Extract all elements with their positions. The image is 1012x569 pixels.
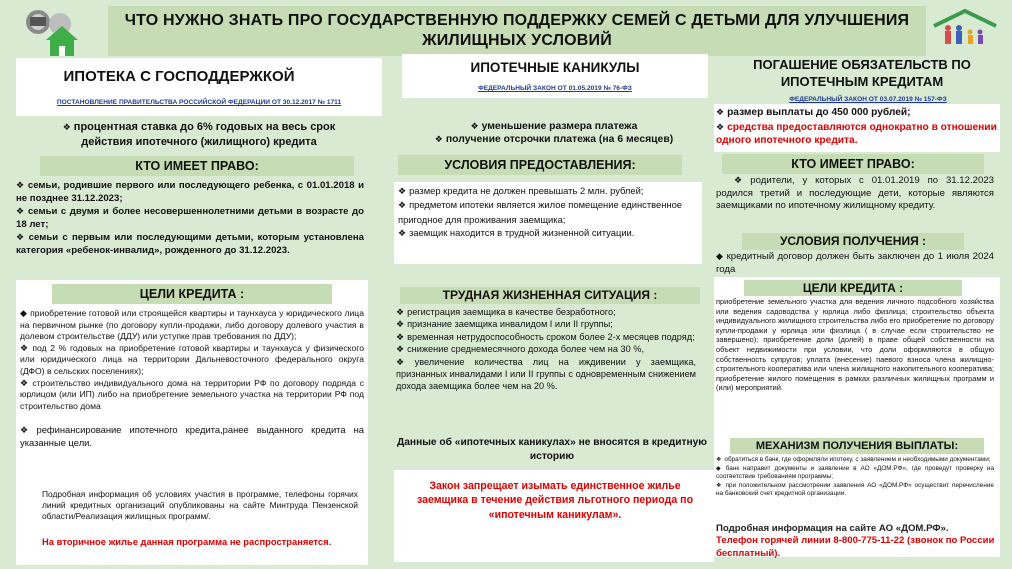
list-item: ❖ строительство индивидуального дома на территории РФ по договору подряда с юрлицом (или ИП) либо на приобретение земельного участка на территории РФ под строительство дома	[20, 377, 364, 411]
col2-title-box	[402, 54, 708, 98]
list-item: ❖ временная нетрудоспособность сроком более 2-х месяцев подряд;	[396, 331, 695, 342]
col3-title-line2: ИПОТЕЧНЫМ КРЕДИТАМ	[780, 74, 944, 89]
list-item: ❖ регистрация заемщика в качестве безработного;	[396, 307, 616, 317]
col3-law: ФЕДЕРАЛЬНЫЙ ЗАКОН ОТ 03.07.2019 № 157-ФЗ	[789, 96, 947, 103]
col2-hard-title: ТРУДНАЯ ЖИЗНЕННАЯ СИТУАЦИЯ :	[442, 288, 658, 302]
col1-rate	[16, 120, 382, 150]
diamond-icon: ❖	[20, 377, 30, 388]
col3-contacts	[716, 523, 996, 560]
diamond-icon: ❖	[20, 342, 30, 353]
col3-mech-list	[716, 456, 994, 499]
col3-amount-value: до 450 000 рублей;	[815, 107, 911, 118]
list-item: ❖ под 2 % годовых на приобретение готовой квартиры и таунхауса у физического или юридического лица на территории Дальневосточного федерального округа (ДФО) в сельских поселениях);	[20, 342, 364, 376]
diamond-icon: ❖	[398, 228, 407, 239]
list-item: ❖ признание заемщика инвалидом I или II группы;	[396, 319, 613, 330]
diamond-icon: ❖	[396, 344, 405, 355]
col3-contact-line2: Телефон горячей линии 8-800-775-11-22 (звонок по России бесплатный).	[716, 535, 995, 559]
col2-hard-list	[396, 306, 696, 393]
col3-who-text: ❖ родители, у которых с 01.01.2019 по 31.12.2023 родился третий и последующие дети, которые являются заемщиками по ипотечному жилищному кредиту.	[716, 175, 994, 212]
col2-benefit-1: уменьшение размера платежа	[481, 121, 638, 132]
diamond-icon: ◆	[20, 308, 28, 318]
diamond-icon: ❖	[470, 121, 479, 131]
col1-goals-list	[20, 308, 364, 449]
col3-cond-title: УСЛОВИЯ ПОЛУЧЕНИЯ :	[779, 234, 927, 248]
col1-title: ИПОТЕКА С ГОСПОДДЕРЖКОЙ	[63, 68, 295, 85]
col3-title-line1: ПОГАШЕНИЕ ОБЯЗАТЕЛЬСТВ ПО	[753, 57, 971, 72]
list-item: ❖ рефинансирование ипотечного кредита,ранее выданного кредита на указанные цели.	[20, 424, 364, 448]
col3-who-title: КТО ИМЕЕТ ПРАВО:	[791, 157, 915, 171]
diamond-icon: ❖	[20, 425, 34, 436]
left-logo	[16, 6, 94, 58]
diamond-icon: ❖	[434, 134, 443, 144]
page-title-line1: ЧТО НУЖНО ЗНАТЬ ПРО ГОСУДАРСТВЕННУЮ ПОДДЕРЖКУ СЕМЕЙ С ДЕТЬМИ ДЛЯ УЛУЧШЕНИЯ	[124, 12, 910, 29]
list-item: ❖ увеличение количества лиц на иждивении у заемщика, признанных инвалидами I или II группы с одновременным снижением дохода заемщика более чем на 20 %.	[396, 356, 696, 392]
col2-benefit-2: получение отсрочки платежа (на 6 месяцев)	[445, 134, 674, 145]
diamond-icon: ❖	[16, 180, 25, 190]
col1-rate-line2: действия ипотечного (жилищного) кредита	[81, 136, 317, 148]
diamond-icon: ❖	[396, 356, 412, 367]
col2-cond-list	[394, 182, 702, 264]
col3-cond-bar	[742, 233, 964, 250]
col2-benefits	[396, 120, 712, 146]
diamond-icon: ❖	[716, 122, 725, 132]
list-item: ❖ семьи с первым или последующими детьми, которым установлена категория «ребенок-инвалид», рожденного до 31.12.2023.	[16, 232, 364, 256]
col2-law-warning: Закон запрещает изымать единственное жилье заемщика в течение действия льготного периода по «ипотечным каникулам».	[416, 480, 694, 521]
list-item: ◆ банк направит документы и заявление в АО «ДОМ.РФ», где проведут проверку на соответствие требованиям программы;	[716, 464, 994, 481]
col3-who-bar	[722, 154, 984, 174]
list-item: ❖ семьи с двумя и более несовершеннолетними детьми в возрасте до 18 лет;	[16, 206, 364, 230]
diamond-icon: ◆	[716, 251, 724, 261]
diamond-icon: ❖	[16, 232, 26, 243]
list-item: ❖ предметом ипотеки является жилое помещение единственное пригодное для проживания заемщика;	[398, 199, 683, 225]
diamond-icon: ❖	[398, 186, 407, 196]
list-item: ❖ размер кредита не должен превышать 2 млн. рублей;	[398, 185, 644, 196]
col3-goals-title: ЦЕЛИ КРЕДИТА :	[802, 281, 904, 295]
page-title	[108, 6, 926, 56]
col3-mech-bar	[730, 438, 984, 454]
col1-who-title: КТО ИМЕЕТ ПРАВО:	[135, 159, 259, 173]
col2-law: ФЕДЕРАЛЬНЫЙ ЗАКОН ОТ 01.05.2019 № 76-ФЗ	[478, 85, 632, 92]
col3-amount-label: размер выплаты	[727, 107, 814, 118]
col2-title: ИПОТЕЧНЫЕ КАНИКУЛЫ	[470, 60, 640, 75]
col1-law: ПОСТАНОВЛЕНИЕ ПРАВИТЕЛЬСТВА РОССИЙСКОЙ ФЕДЕРАЦИИ ОТ 30.12.2017 № 1711	[56, 99, 342, 106]
col1-rate-line1: процентная ставка до 6% годовых на весь срок	[73, 121, 336, 133]
diamond-icon: ❖	[716, 457, 722, 463]
col1-title-box	[16, 58, 382, 116]
list-item: ❖ заемщик находится в трудной жизненной ситуации.	[398, 227, 635, 239]
diamond-icon: ❖	[716, 107, 725, 117]
diamond-icon: ❖	[396, 331, 405, 342]
col3-amount	[716, 106, 1000, 147]
col2-hard-bar	[400, 287, 700, 304]
col1-who-bar	[40, 156, 354, 176]
col3-mech-title: МЕХАНИЗМ ПОЛУЧЕНИЯ ВЫПЛАТЫ:	[755, 440, 959, 452]
col3-cond-text: ◆ кредитный договор должен быть заключен до 1 июля 2024 года	[716, 251, 995, 275]
list-item: ❖ семьи, родившие первого или последующего ребенка, с 01.01.2018 и не позднее 31.12.2023;	[16, 180, 364, 204]
col3-title	[724, 56, 1000, 90]
col1-goals-title: ЦЕЛИ КРЕДИТА :	[139, 287, 245, 301]
col1-goals-bar	[52, 284, 332, 304]
diamond-icon: ◆	[716, 465, 723, 472]
col1-warning: На вторичное жилье данная программа не распространяется.	[42, 536, 332, 547]
col3-goals-bar	[744, 280, 962, 296]
col1-who-list	[16, 179, 364, 258]
list-item: ❖ снижение среднемесячного дохода более чем на 30 %,	[396, 344, 645, 355]
col3-goals-text: приобретение земельного участка для ведения личного подсобного хозяйства или ведения садоводства у юрлица либо физлица; строительство объекта индивидуального жилищного строительства либо его приобретение по договору купли-продажи у юрлица или физлица ( в случае если строительство не завершено); приобретение доли (долей) в праве общей собственности на объект недвижимости при условии, что доли оформляются в общую собственность супругов; уплата (внесение) паевого взноса члена жилищно-строительного кооператива или члена жилищного накопительного кооператива; приобретение жилого помещения в рамках различных жилищных программ и (или) мероприятий.	[716, 297, 994, 393]
page-title-line2: ЖИЛИЩНЫХ УСЛОВИЙ	[422, 32, 612, 49]
diamond-icon: ❖	[716, 482, 723, 489]
col2-cond-title: УСЛОВИЯ ПРЕДОСТАВЛЕНИЯ:	[444, 158, 636, 172]
right-family-logo	[930, 8, 1000, 48]
col3-once: средства предоставляются однократно в отношении одного ипотечного кредита.	[716, 122, 997, 146]
list-item: ◆ приобретение готовой или строящейся квартиры и таунхауса у юридического лица на первичном рынке (по договору купли-продажи, либо договору долевого участия в долевом строительстве (ДДУ) или уступке прав требования по ДДУ);	[20, 308, 365, 342]
diamond-icon: ❖	[62, 122, 71, 132]
col3-contact-line1: Подробная информация на сайте АО «ДОМ.РФ».	[716, 523, 949, 534]
list-item: ❖ обратиться в банк, где оформляли ипотеку, с заявлением и необходимыми документами;	[716, 456, 991, 463]
list-item: ❖ при положительном рассмотрении заявления АО «ДОМ.РФ» осуществит перечисление на банковский счет кредитной организации.	[716, 481, 994, 498]
col1-info: Подробная информация об условиях участия в программе, телефоны горячих линий кредитных организаций опубликованы на сайте Минтруда Пензенской области/Реализация жилищных программ/.	[42, 489, 358, 522]
diamond-icon: ❖	[398, 200, 407, 211]
col2-cond-bar	[398, 155, 682, 175]
col2-credit-history: Данные об «ипотечных каникулах» не вносятся в кредитную историю	[397, 437, 707, 462]
diamond-icon: ❖	[734, 175, 748, 185]
diamond-icon: ❖	[16, 206, 25, 217]
diamond-icon: ❖	[396, 307, 405, 317]
diamond-icon: ❖	[396, 319, 405, 330]
